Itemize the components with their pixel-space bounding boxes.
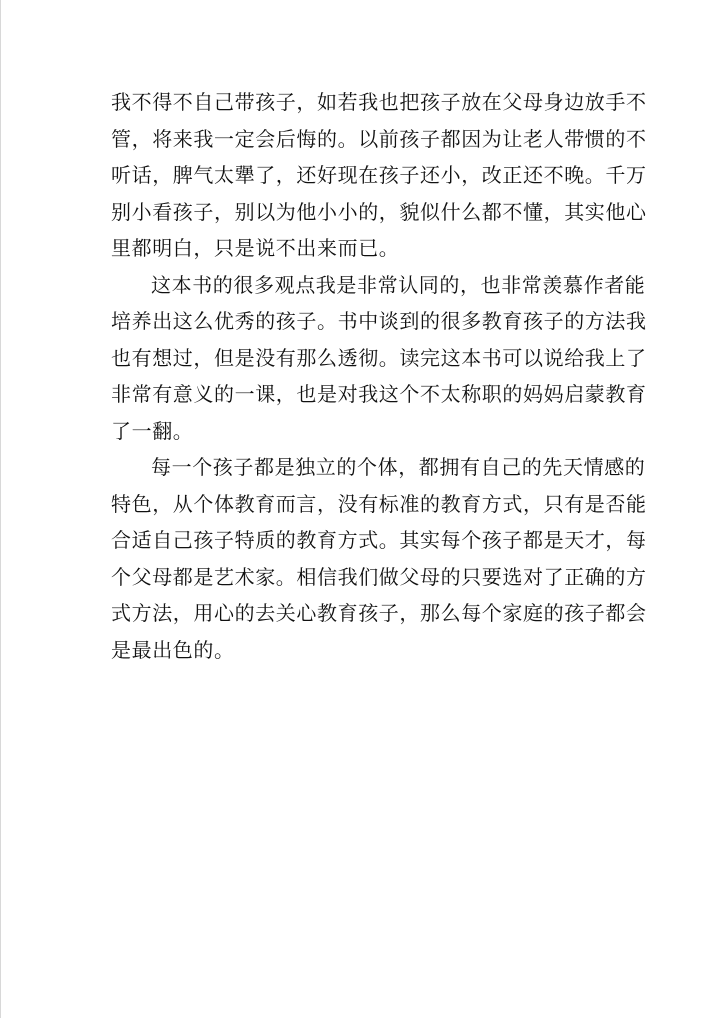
- text-line: 了一翻。: [111, 418, 194, 443]
- text-line: 合适自己孩子特质的教育方式。其实每个孩子都是天才，每: [111, 528, 647, 552]
- text-line: 里都明白，只是说不出来而已。: [111, 236, 400, 260]
- text-line: 是最出色的。: [111, 637, 235, 662]
- text-line: 我不得不自己带孩子，如若我也把孩子放在父母身边放手不: [111, 90, 647, 114]
- text-line: 非常有意义的一课，也是对我这个不太称职的妈妈启蒙教育: [111, 382, 647, 406]
- text-line: 培养出这么优秀的孩子。书中谈到的很多教育孩子的方法我: [111, 309, 647, 333]
- paragraph-1: [111, 84, 647, 267]
- paragraph-2: [111, 267, 647, 450]
- paragraph-3: [111, 449, 647, 668]
- body-text: [111, 84, 647, 668]
- text-line: 这本书的很多观点我是非常认同的，也非常羡慕作者能: [151, 272, 646, 297]
- text-line: 别小看孩子，别以为他小小的，貌似什么都不懂，其实他心: [111, 199, 647, 224]
- text-line: 特色，从个体教育而言，没有标准的教育方式，只有是否能: [111, 491, 647, 516]
- text-line: 式方法，用心的去关心教育孩子，那么每个家庭的孩子都会: [111, 601, 647, 625]
- text-line: 个父母都是艺术家。相信我们做父母的只要选对了正确的方: [111, 564, 647, 589]
- text-line: 每一个孩子都是独立的个体，都拥有自己的先天情感的: [151, 455, 646, 479]
- page-edge: [0, 0, 1, 1018]
- text-line: 听话，脾气太犟了，还好现在孩子还小，改正还不晚。千万: [111, 163, 647, 187]
- text-line: 也有想过，但是没有那么透彻。读完这本书可以说给我上了: [111, 345, 647, 370]
- text-line: 管，将来我一定会后悔的。以前孩子都因为让老人带惯的不: [111, 126, 647, 151]
